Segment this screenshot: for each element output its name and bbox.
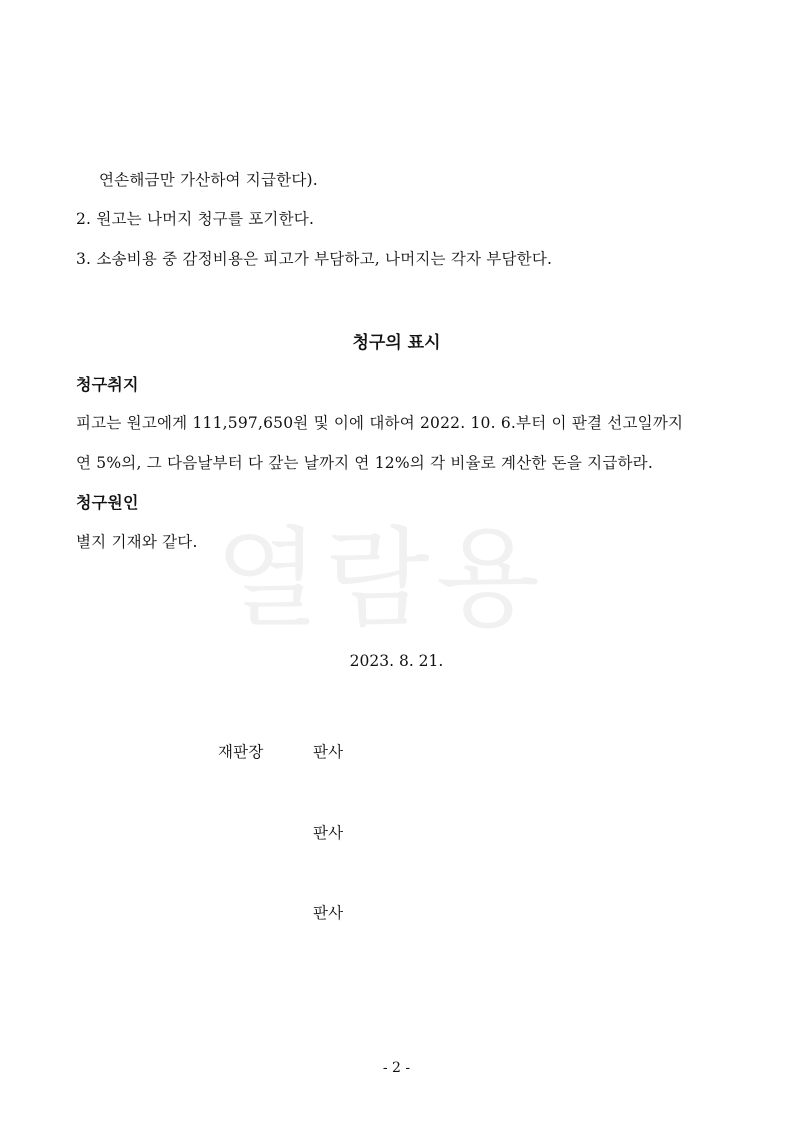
judge-label-2: 판사 xyxy=(313,824,344,842)
continued-paragraph: 연손해금만 가산하여 지급한다). xyxy=(99,171,318,189)
watermark: 열람용 xyxy=(215,517,546,642)
claim-text-line-1: 피고는 원고에게 111,597,650원 및 이에 대하여 2022. 10. 6.부터 이 판결 선고일까지 xyxy=(76,414,684,432)
presiding-judge-label: 재판장 xyxy=(218,743,264,761)
judge-label-3: 판사 xyxy=(313,904,344,922)
judgment-date: 2023. 8. 21. xyxy=(349,652,444,670)
cause-heading: 청구원인 xyxy=(76,493,139,512)
page-number: - 2 - xyxy=(382,1060,411,1076)
section-title: 청구의 표시 xyxy=(352,333,441,353)
claim-text-line-2: 연 5%의, 그 다음날부터 다 갚는 날까지 연 12%의 각 비율로 계산한 돈을 지급하라. xyxy=(76,454,653,472)
cause-text: 별지 기재와 같다. xyxy=(76,533,198,551)
order-item-2: 2. 원고는 나머지 청구를 포기한다. xyxy=(76,210,315,228)
judge-label-1: 판사 xyxy=(313,743,344,761)
claim-heading: 청구취지 xyxy=(76,375,139,394)
order-item-3: 3. 소송비용 중 감정비용은 피고가 부담하고, 나머지는 각자 부담한다. xyxy=(76,250,553,268)
